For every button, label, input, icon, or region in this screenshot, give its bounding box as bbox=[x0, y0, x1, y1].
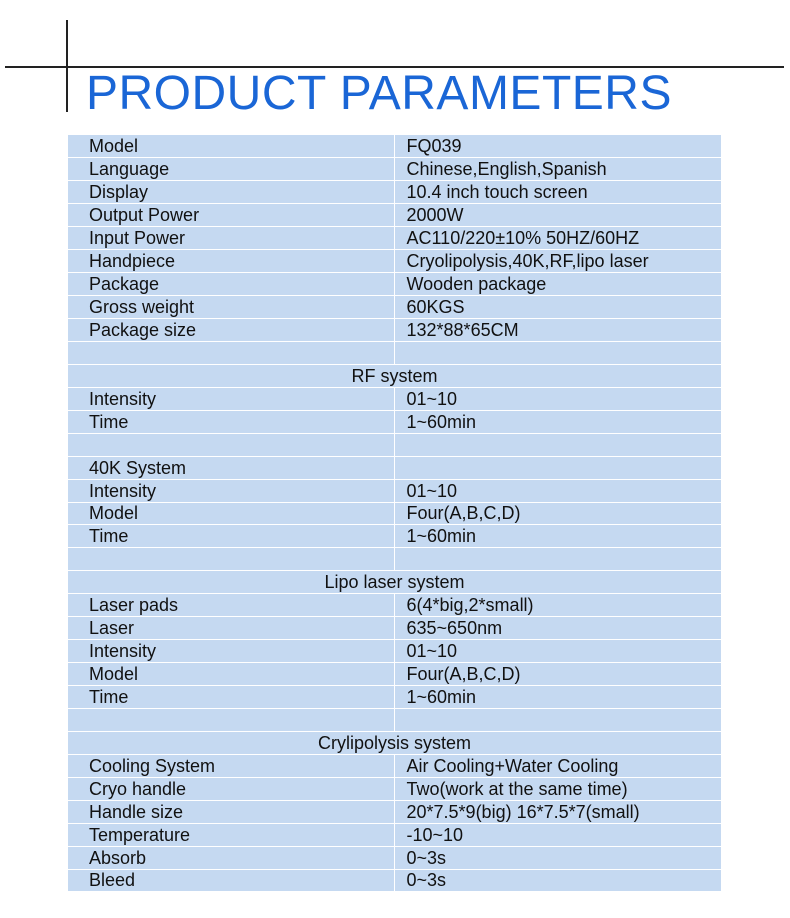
section-title: Lipo laser system bbox=[68, 571, 721, 594]
page-title: PRODUCT PARAMETERS bbox=[86, 67, 672, 120]
parameter-row bbox=[68, 823, 721, 846]
parameter-value bbox=[394, 456, 721, 479]
parameter-value: 6(4*big,2*small) bbox=[394, 594, 721, 617]
spacer-cell bbox=[394, 708, 721, 731]
parameter-value: 132*88*65CM bbox=[394, 319, 721, 342]
parameter-row bbox=[68, 640, 721, 663]
parameter-name: Cooling System bbox=[68, 754, 394, 777]
parameter-value: 20*7.5*9(big) 16*7.5*7(small) bbox=[394, 800, 721, 823]
spacer-cell bbox=[394, 341, 721, 364]
parameter-value: -10~10 bbox=[394, 823, 721, 846]
parameter-value: AC110/220±10% 50HZ/60HZ bbox=[394, 227, 721, 250]
parameter-name: Package bbox=[68, 273, 394, 296]
parameter-name: Gross weight bbox=[68, 296, 394, 319]
parameter-name: Cryo handle bbox=[68, 777, 394, 800]
parameter-value: 1~60min bbox=[394, 525, 721, 548]
spacer-cell bbox=[394, 433, 721, 456]
spacer-cell bbox=[68, 341, 394, 364]
parameter-row bbox=[68, 319, 721, 342]
parameter-row bbox=[68, 158, 721, 181]
parameter-value: 01~10 bbox=[394, 640, 721, 663]
parameter-row bbox=[68, 617, 721, 640]
spacer-row bbox=[68, 341, 721, 364]
parameter-value: Four(A,B,C,D) bbox=[394, 663, 721, 686]
parameter-name: Package size bbox=[68, 319, 394, 342]
parameter-row bbox=[68, 777, 721, 800]
parameter-row bbox=[68, 502, 721, 525]
parameter-name: Temperature bbox=[68, 823, 394, 846]
parameter-row bbox=[68, 135, 721, 158]
parameter-row bbox=[68, 479, 721, 502]
parameter-row bbox=[68, 754, 721, 777]
parameter-value: 635~650nm bbox=[394, 617, 721, 640]
parameter-row bbox=[68, 273, 721, 296]
parameter-name: Laser bbox=[68, 617, 394, 640]
parameter-name: Input Power bbox=[68, 227, 394, 250]
parameter-name: Time bbox=[68, 686, 394, 709]
parameter-name: Time bbox=[68, 410, 394, 433]
parameter-row bbox=[68, 686, 721, 709]
parameter-value: 1~60min bbox=[394, 410, 721, 433]
parameter-value: 60KGS bbox=[394, 296, 721, 319]
parameter-value: Chinese,English,Spanish bbox=[394, 158, 721, 181]
parameter-name: Model bbox=[68, 135, 394, 158]
parameter-value: 2000W bbox=[394, 204, 721, 227]
parameter-row bbox=[68, 800, 721, 823]
spacer-cell bbox=[394, 548, 721, 571]
parameter-name: Intensity bbox=[68, 640, 394, 663]
parameter-name: Display bbox=[68, 181, 394, 204]
parameter-value: 10.4 inch touch screen bbox=[394, 181, 721, 204]
spacer-row bbox=[68, 433, 721, 456]
parameter-name: Intensity bbox=[68, 479, 394, 502]
parameter-value: Two(work at the same time) bbox=[394, 777, 721, 800]
parameter-row bbox=[68, 594, 721, 617]
parameter-value: FQ039 bbox=[394, 135, 721, 158]
parameter-value: Four(A,B,C,D) bbox=[394, 502, 721, 525]
spacer-cell bbox=[68, 548, 394, 571]
parameter-row bbox=[68, 525, 721, 548]
parameter-row bbox=[68, 227, 721, 250]
parameter-name: Absorb bbox=[68, 846, 394, 869]
parameter-name: Intensity bbox=[68, 387, 394, 410]
parameter-row bbox=[68, 410, 721, 433]
spacer-cell bbox=[68, 433, 394, 456]
parameter-row bbox=[68, 387, 721, 410]
parameter-value: Wooden package bbox=[394, 273, 721, 296]
parameter-row bbox=[68, 846, 721, 869]
parameter-name: Laser pads bbox=[68, 594, 394, 617]
section-header-row bbox=[68, 364, 721, 387]
parameter-value: 0~3s bbox=[394, 846, 721, 869]
parameter-value: 1~60min bbox=[394, 686, 721, 709]
parameter-row bbox=[68, 250, 721, 273]
parameter-row bbox=[68, 181, 721, 204]
parameter-name: Language bbox=[68, 158, 394, 181]
section-title: RF system bbox=[68, 364, 721, 387]
parameter-name: Model bbox=[68, 502, 394, 525]
parameters-table bbox=[68, 135, 721, 892]
spacer-row bbox=[68, 708, 721, 731]
parameter-value: 0~3s bbox=[394, 869, 721, 892]
parameter-value: Air Cooling+Water Cooling bbox=[394, 754, 721, 777]
section-header-row bbox=[68, 731, 721, 754]
parameters-table-body bbox=[68, 135, 721, 892]
parameter-row bbox=[68, 456, 721, 479]
section-title: Crylipolysis system bbox=[68, 731, 721, 754]
parameter-row bbox=[68, 204, 721, 227]
parameter-name: Handpiece bbox=[68, 250, 394, 273]
parameter-name: 40K System bbox=[68, 456, 394, 479]
spacer-cell bbox=[68, 708, 394, 731]
parameter-row bbox=[68, 296, 721, 319]
parameter-value: 01~10 bbox=[394, 387, 721, 410]
parameter-name: Model bbox=[68, 663, 394, 686]
parameter-name: Handle size bbox=[68, 800, 394, 823]
parameter-name: Output Power bbox=[68, 204, 394, 227]
parameter-name: Time bbox=[68, 525, 394, 548]
parameter-value: Cryolipolysis,40K,RF,lipo laser bbox=[394, 250, 721, 273]
parameter-row bbox=[68, 663, 721, 686]
parameter-row bbox=[68, 869, 721, 892]
parameter-name: Bleed bbox=[68, 869, 394, 892]
spacer-row bbox=[68, 548, 721, 571]
section-header-row bbox=[68, 571, 721, 594]
parameter-value: 01~10 bbox=[394, 479, 721, 502]
